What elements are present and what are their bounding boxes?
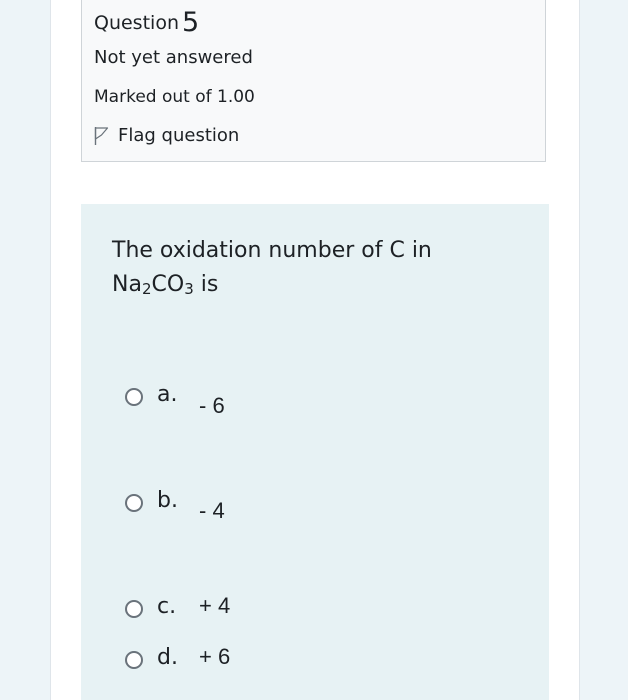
option-value-a: - 6 <box>199 393 225 418</box>
radio-button-b[interactable] <box>125 494 143 512</box>
question-formula: $Na_2CO_3$ is <box>112 272 219 298</box>
flag-question-link[interactable] <box>94 125 239 146</box>
option-value-d: + 6 <box>199 644 231 669</box>
question-grade: Marked out of 1.00 <box>94 87 255 107</box>
question-content-box <box>81 204 549 700</box>
answer-option-b[interactable] <box>125 488 225 523</box>
answer-option-d[interactable] <box>125 645 230 671</box>
question-state: Not yet answered <box>94 47 253 68</box>
radio-button-a[interactable] <box>125 388 143 406</box>
question-text <box>112 234 512 302</box>
question-number <box>94 5 199 36</box>
answer-option-a[interactable] <box>125 382 225 418</box>
radio-button-c[interactable] <box>125 600 143 618</box>
question-number-value: 5 <box>181 7 200 38</box>
question-label: Question <box>94 12 179 34</box>
option-value-b: - 4 <box>199 498 225 523</box>
question-text-line1: The oxidation number of C in <box>112 238 432 263</box>
flag-question-label: Flag question <box>118 125 240 146</box>
option-letter-a: a. <box>157 382 178 407</box>
radio-button-d[interactable] <box>125 651 143 669</box>
flag-icon <box>94 126 109 146</box>
option-letter-d: d. <box>157 645 178 670</box>
answer-option-c[interactable] <box>125 594 230 620</box>
option-letter-b: b. <box>157 488 178 513</box>
option-letter-c: c. <box>157 594 177 619</box>
option-value-c: + 4 <box>199 593 231 618</box>
question-info-box <box>81 0 546 162</box>
main-panel <box>50 0 580 700</box>
